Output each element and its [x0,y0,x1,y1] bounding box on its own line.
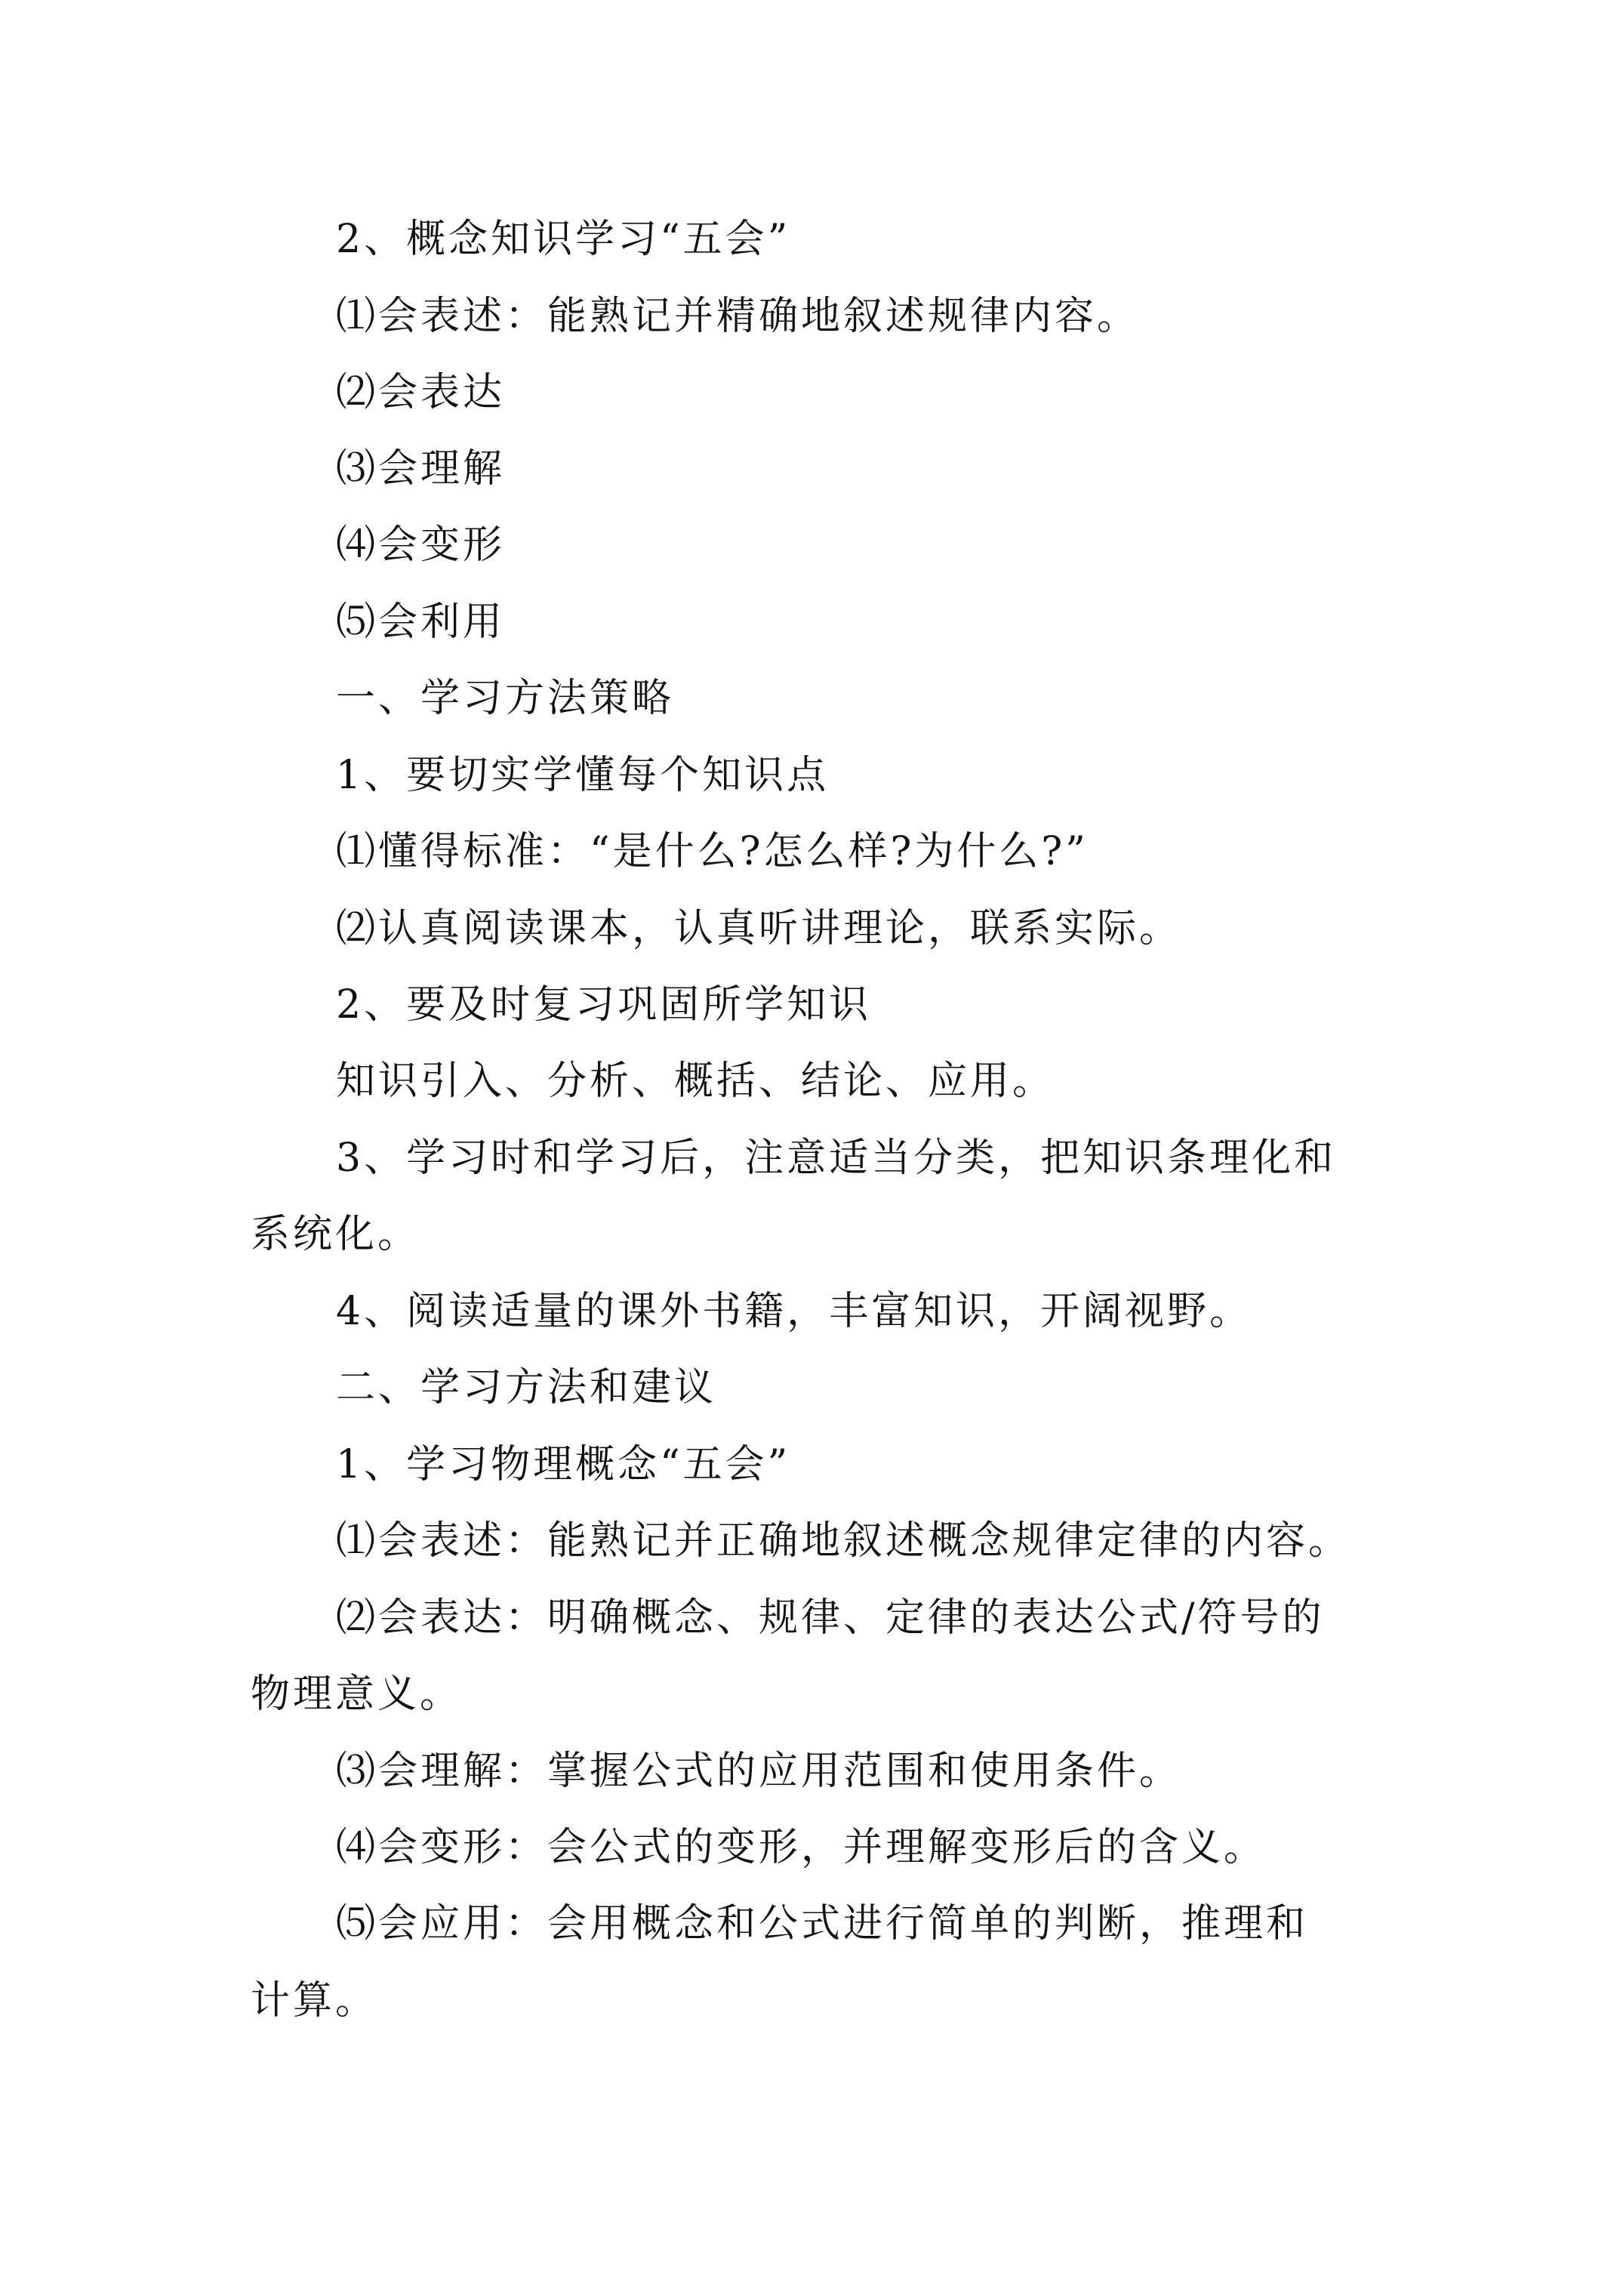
list-item: ⑶会理解：掌握公式的应用范围和使用条件。 [336,1749,1182,1794]
list-item: ⑴会表述：能熟记并正确地叙述概念规律定律的内容。 [336,1518,1351,1564]
paragraph-continuation: 物理意义。 [251,1672,463,1717]
paragraph: 3、学习时和学习后，注意适当分类，把知识条理化和 [336,1136,1337,1181]
list-item: ⑷会变形：会公式的变形，并理解变形后的含义。 [336,1825,1267,1870]
paragraph: 1、学习物理概念“五会” [336,1442,791,1487]
paragraph: 2、要及时复习巩固所学知识 [336,982,872,1028]
list-item: ⑶会理解 [336,446,506,492]
list-item: ⑸会利用 [336,599,506,645]
section-heading-strategies: 一、学习方法策略 [336,676,675,721]
list-item: ⑴懂得标准：“是什么?怎么样?为什么?” [336,829,1089,874]
paragraph-continuation: 系统化。 [251,1212,420,1257]
list-item: ⑵认真阅读课本，认真听讲理论，联系实际。 [336,906,1182,951]
paragraph: 4、阅读适量的课外书籍，丰富知识，开阔视野。 [336,1289,1252,1334]
list-item: ⑸会应用：会用概念和公式进行简单的判断，推理和 [336,1901,1309,1946]
paragraph: 知识引入、分析、概括、结论、应用。 [336,1059,1055,1104]
list-item: ⑵会表达 [336,370,506,415]
paragraph: 1、要切实学懂每个知识点 [336,753,830,798]
paragraph-continuation: 计算。 [251,1978,378,2023]
section-heading-methods: 二、学习方法和建议 [336,1365,717,1410]
heading-five-skills-intro: 2、概念知识学习“五会” [336,217,791,262]
list-item: ⑴会表述：能熟记并精确地叙述规律内容。 [336,294,1140,339]
list-item: ⑷会变形 [336,522,506,568]
list-item: ⑵会表达：明确概念、规律、定律的表达公式/符号的 [336,1595,1325,1641]
